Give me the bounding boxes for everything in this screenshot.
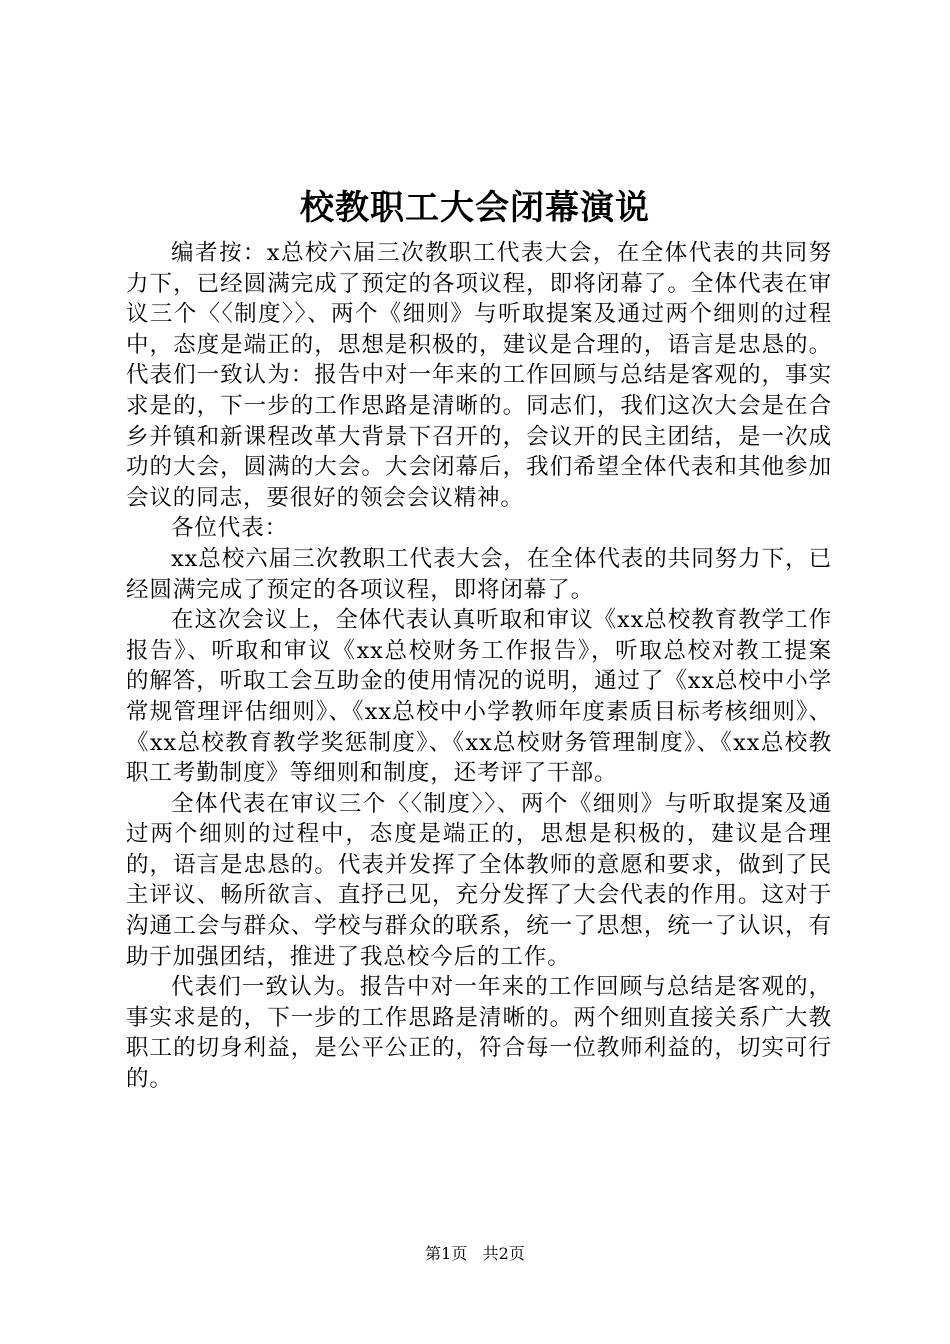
document-body xyxy=(126,238,832,1095)
body-paragraph-4: 代表们一致认为。报告中对一年来的工作回顾与总结是客观的，事实求是的，下一步的工作思路是清晰的。两个细则直接关系广大教职工的切身利益，是公平公正的，符合每一位教师利益的，切实可行的。 xyxy=(126,974,832,1093)
editor-note-paragraph: 编者按：x总校六届三次教职工代表大会，在全体代表的共同努力下，已经圆满完成了预定的各项议程，即将闭幕了。全体代表在审议三个〈〈制度〉〉、两个《细则》与听取提案及通过两个细则的过程中，态度是端正的，思想是积极的，建议是合理的，语言是忠恳的。代表们一致认为：报告中对一年来的工作回顾与总结是客观的，事实求是的，下一步的工作思路是清晰的。同志们，我们这次大会是在合乡并镇和新课程改革大背景下召开的，会议开的民主团结，是一次成功的大会，圆满的大会。大会闭幕后，我们希望全体代表和其他参加会议的同志，要很好的领会会议精神。 xyxy=(126,240,832,511)
page-total: 共2页 xyxy=(482,1244,525,1263)
body-paragraph-1: xx总校六届三次教职工代表大会，在全体代表的共同努力下，已经圆满完成了预定的各项议程，即将闭幕了。 xyxy=(126,545,832,603)
body-paragraph-2: 在这次会议上，全体代表认真听取和审议《xx总校教育教学工作报告》、听取和审议《xx总校财务工作报告》，听取总校对教工提案的解答，听取工会互助金的使用情况的说明，通过了《xx总校中小学常规管理评估细则》、《xx总校中小学教师年度素质目标考核细则》、《xx总校教育教学奖惩制度》、《xx总校财务管理制度》、《xx总校教职工考勤制度》等细则和制度，还考评了干部。 xyxy=(126,607,832,787)
page-footer xyxy=(0,1242,950,1266)
document-title: 校教职工大会闭幕演说 xyxy=(300,188,650,228)
page-separator xyxy=(472,1244,477,1263)
salutation-paragraph: 各位代表： xyxy=(171,515,289,542)
body-paragraph-3: 全体代表在审议三个〈〈制度〉〉、两个《细则》与听取提案及通过两个细则的过程中，态度是端正的，思想是积极的，建议是合理的，语言是忠恳的。代表并发挥了全体教师的意愿和要求，做到了民主评议、畅所欲言、直抒己见，充分发挥了大会代表的作用。这对于沟通工会与群众、学校与群众的联系，统一了思想，统一了认识，有助于加强团结，推进了我总校今后的工作。 xyxy=(126,790,832,970)
page-number: 第1页 xyxy=(425,1244,468,1263)
